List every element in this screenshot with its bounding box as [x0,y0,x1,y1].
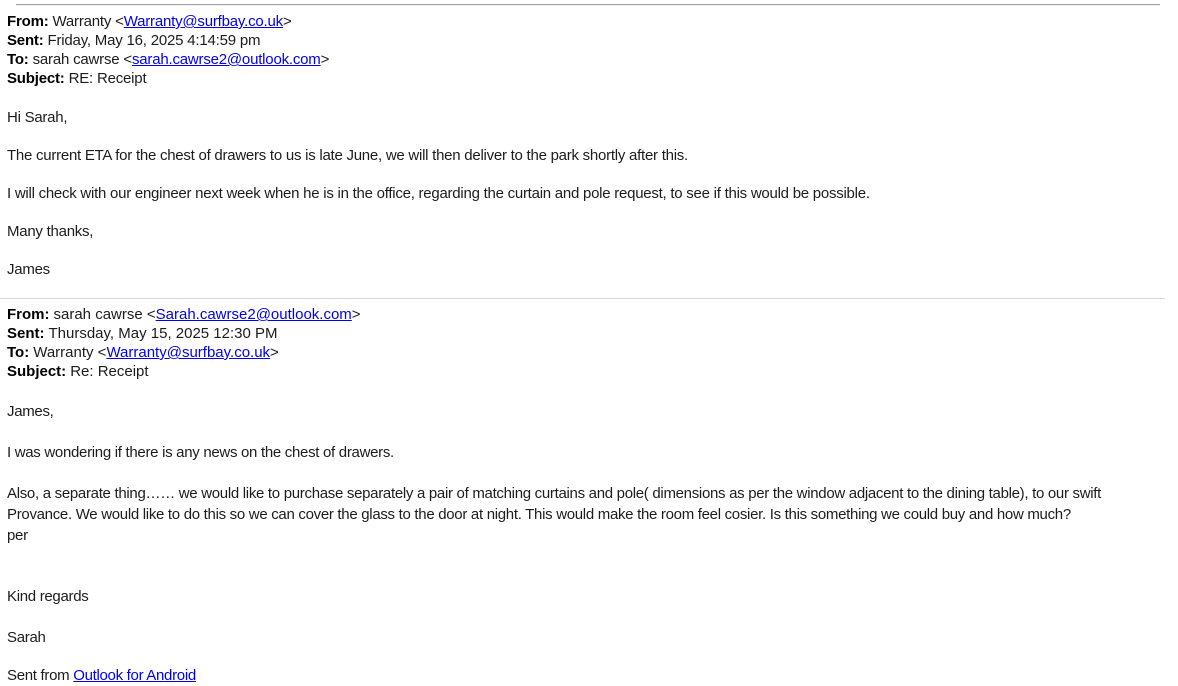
from-label: From: [7,13,49,30]
subject-label: Subject: [7,363,67,380]
message-body [7,401,1171,686]
body-paragraph-curtains-request [7,483,1171,546]
top-divider [16,4,1160,6]
message-quoted [7,305,1171,686]
message-newest [7,12,1171,279]
sent-value: Thursday, May 15, 2025 12:30 PM [48,325,278,342]
sent-label: Sent: [7,32,44,49]
body-paragraph-greeting: James, [7,403,54,420]
to-close: > [320,51,330,68]
header-to-row [7,343,1171,362]
to-email-link[interactable]: Warranty@surfbay.co.uk [106,344,271,361]
subject-value: RE: Receipt [68,70,147,87]
header-sent-row [7,324,1171,343]
from-close: > [282,13,292,30]
from-name: sarah cawrse < [53,306,156,323]
from-email-link[interactable]: Sarah.cawrse2@outlook.com [155,306,352,323]
message-header-block [7,12,1171,88]
header-subject-row [7,69,1171,88]
header-from-row [7,12,1171,31]
sent-from-footer [7,665,1171,686]
header-to-row [7,50,1171,69]
body-paragraph-eta: The current ETA for the chest of drawers to us is late June, we will then deliver to the park shortly after this. [7,147,688,164]
sent-from-text: Sent from [7,667,74,684]
sent-label: Sent: [7,325,45,342]
body-paragraph-signature: Sarah [7,629,46,646]
sent-value: Friday, May 16, 2025 4:14:59 pm [47,32,261,49]
body-paragraph-greeting: Hi Sarah, [7,109,68,126]
body-paragraph-news: I was wondering if there is any news on the chest of drawers. [7,444,394,461]
message-divider [0,298,1165,299]
message-body [7,108,1171,279]
from-email-link[interactable]: Warranty@surfbay.co.uk [123,13,283,30]
body-paragraph-engineer: I will check with our engineer next week when he is in the office, regarding the curtain and pole request, to see if this would be possible. [7,185,870,202]
to-email-link[interactable]: sarah.cawrse2@outlook.com [131,51,321,68]
request-line: Provance. We would like to do this so we can cover the glass to the door at night. This would make the room feel cosier. Is this something we could buy and how much? [7,506,1071,523]
request-line: per [7,527,28,544]
from-name: Warranty < [52,13,124,30]
body-paragraph-thanks: Many thanks, [7,223,94,240]
to-close: > [270,344,279,361]
subject-label: Subject: [7,70,65,87]
to-name: Warranty < [33,344,107,361]
body-paragraph-regards: Kind regards [7,588,89,605]
subject-value: Re: Receipt [70,363,149,380]
request-line: Also, a separate thing…… we would like to purchase separately a pair of matching curtains and pole( dimensions as per the window adjacent to the dining table), to our swift [7,485,1102,502]
to-label: To: [7,51,29,68]
header-subject-row [7,362,1171,381]
email-reading-pane [0,4,1178,684]
message-header-block [7,305,1171,381]
header-from-row [7,305,1171,324]
to-name: sarah cawrse < [32,51,132,68]
from-label: From: [7,306,50,323]
header-sent-row [7,31,1171,50]
body-paragraph-signature: James [7,261,50,278]
outlook-for-android-link[interactable]: Outlook for Android [73,667,196,684]
from-close: > [351,306,361,323]
to-label: To: [7,344,30,361]
